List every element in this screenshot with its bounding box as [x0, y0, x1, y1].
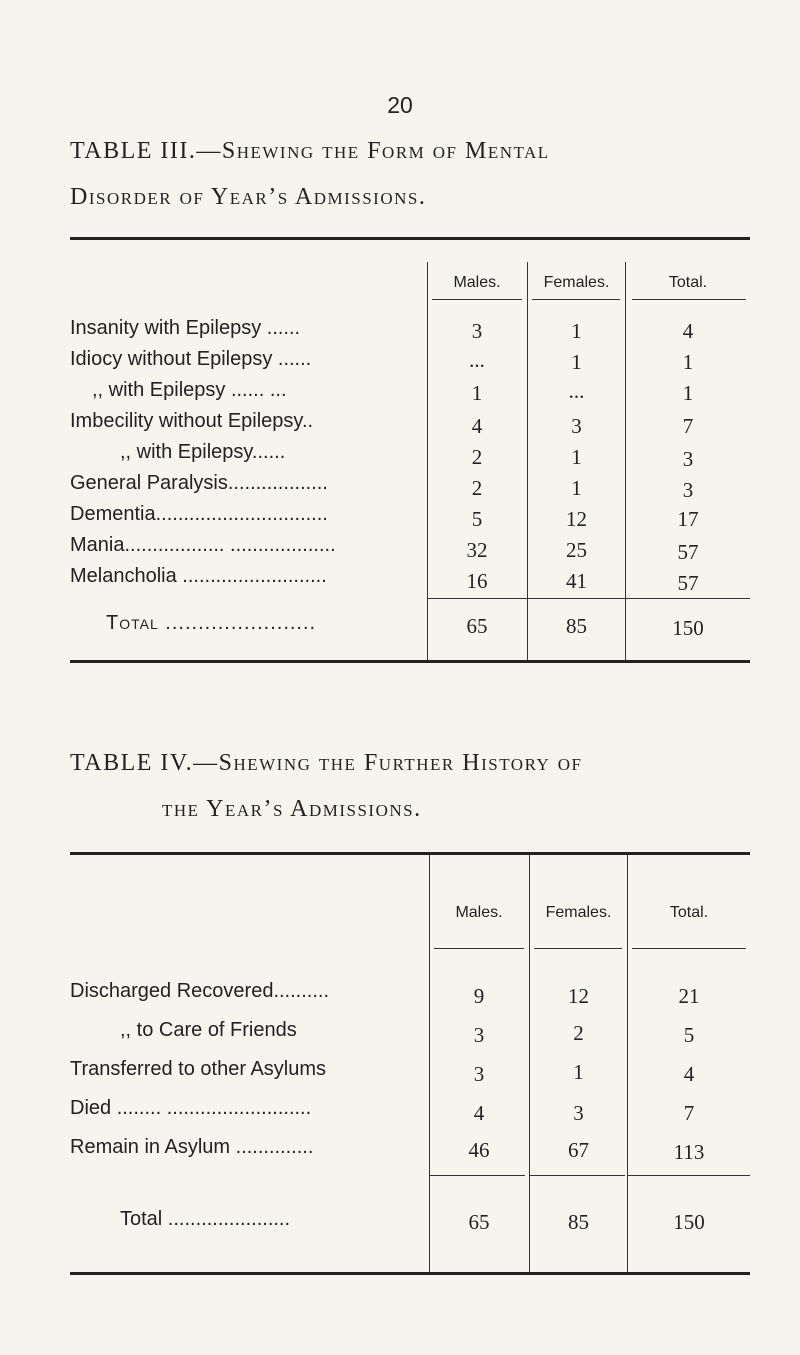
table4-cell: 9: [473, 984, 485, 1008]
table3-cell: 5: [471, 507, 483, 531]
table3-cell: 57: [677, 571, 699, 595]
table4-header-total: Total.: [669, 904, 709, 921]
table3-caption-line2: Disorder of Year’s Admissions.: [70, 184, 427, 210]
table4-cell: 46: [468, 1138, 490, 1162]
table3-row-label: Imbecility without Epilepsy..: [70, 410, 314, 432]
table3-total-rule: [428, 598, 750, 599]
table4-cell: 21: [678, 984, 700, 1008]
table4-row-label: Discharged Recovered..........: [70, 980, 330, 1002]
table4-caption-line1: TABLE IV.—Shewing the Further History of: [70, 750, 583, 776]
table4-total-rule: [628, 1175, 750, 1176]
table4-top-rule: [70, 852, 750, 855]
table3-cell: 1: [571, 476, 582, 500]
table3-cell: 2: [471, 476, 483, 500]
table4-total-rule: [430, 1175, 525, 1176]
table3-total-total: 150: [672, 616, 704, 640]
table3-cell: 57: [677, 540, 699, 564]
table4-cell: 1: [573, 1060, 584, 1084]
table3-row-label: Mania.................. ...................: [70, 534, 336, 556]
table4-cell: 113: [673, 1140, 705, 1164]
table3-row-label: General Paralysis..................: [70, 472, 328, 494]
table3-row-label: Melancholia ..........................: [70, 565, 327, 587]
table4-header-underline: [534, 948, 622, 949]
table3-header-total: Total.: [668, 274, 708, 291]
table4-total-males: 65: [468, 1210, 490, 1234]
table3-cell: 7: [682, 414, 694, 438]
table3-total-females: 85: [566, 614, 587, 638]
table4-row-label: Transferred to other Asylums: [70, 1058, 327, 1080]
table3-cell: 1: [682, 381, 694, 405]
table4-cell: 3: [473, 1062, 485, 1086]
table4-cell: 2: [573, 1021, 584, 1045]
table3-cell: 1: [571, 319, 582, 343]
table3-cell: 16: [466, 569, 488, 593]
table4-row-label: Died ........ ..........................: [70, 1097, 312, 1119]
table3-row-label: ,, with Epilepsy......: [120, 441, 286, 463]
table3-header-underline: [432, 299, 522, 300]
table3-cell: 1: [682, 350, 694, 374]
table4-row-label: ,, to Care of Friends: [120, 1019, 297, 1041]
table3-cell: ...: [469, 348, 485, 372]
table4-cell: 12: [568, 984, 589, 1008]
table4-total-rule: [530, 1175, 625, 1176]
table4-header-females: Females.: [545, 904, 612, 921]
table3-cell: ...: [568, 379, 585, 403]
table3-cell: 4: [471, 414, 483, 438]
table3-cell: 3: [471, 319, 483, 343]
table4-header-underline: [632, 948, 746, 949]
table3-header-underline: [532, 299, 620, 300]
table3-cell: 12: [566, 507, 587, 531]
table4-cell: 3: [473, 1023, 485, 1047]
table3-row-label: Dementia...............................: [70, 503, 328, 525]
table3-total-label: Total .......................: [106, 612, 317, 634]
table4-cell: 67: [568, 1138, 589, 1162]
table3-cell: 41: [566, 569, 587, 593]
table4-header-underline: [434, 948, 524, 949]
table4-cell: 4: [683, 1062, 695, 1086]
table3-row-label: ,, with Epilepsy ...... ...: [92, 379, 287, 401]
page-number: 20: [387, 92, 413, 118]
table3-cell: 3: [571, 414, 582, 438]
table3-top-rule: [70, 237, 750, 240]
table4-caption: [70, 740, 750, 832]
table3-cell: 4: [682, 319, 694, 343]
table4-bottom-rule: [70, 1272, 750, 1275]
table3-cell: 3: [682, 478, 694, 502]
table4-cell: 5: [683, 1023, 695, 1047]
table3-caption: [70, 128, 750, 220]
table4-cell: 3: [573, 1101, 584, 1125]
table4-total-label: Total ......................: [120, 1208, 291, 1230]
table3-header-underline: [632, 299, 746, 300]
table3-bottom-rule: [70, 660, 750, 663]
table4-row-label: Remain in Asylum ..............: [70, 1136, 314, 1158]
table4-total-total: 150: [673, 1210, 705, 1234]
table3-total-males: 65: [466, 614, 488, 638]
table3-caption-line1: TABLE III.—Shewing the Form of Mental: [70, 138, 550, 164]
table3-cell: 17: [677, 507, 699, 531]
table3-header-females: Females.: [543, 274, 610, 291]
table3-cell: 32: [466, 538, 488, 562]
table4-total-females: 85: [568, 1210, 589, 1234]
table3-cell: 1: [571, 445, 582, 469]
table3-cell: 1: [471, 381, 483, 405]
table3-cell: 25: [566, 538, 587, 562]
table3-row-label: Insanity with Epilepsy ......: [70, 317, 301, 339]
table3-cell: 1: [571, 350, 582, 374]
table3-cell: 3: [682, 447, 694, 471]
table4-cell: 4: [473, 1101, 485, 1125]
table3-row-label: Idiocy without Epilepsy ......: [70, 348, 312, 370]
table4-header-males: Males.: [455, 904, 503, 921]
table4-cell: 7: [683, 1101, 695, 1125]
table3-header-males: Males.: [453, 274, 501, 291]
table4-caption-line2: the Year’s Admissions.: [162, 796, 422, 822]
table3-cell: 2: [471, 445, 483, 469]
